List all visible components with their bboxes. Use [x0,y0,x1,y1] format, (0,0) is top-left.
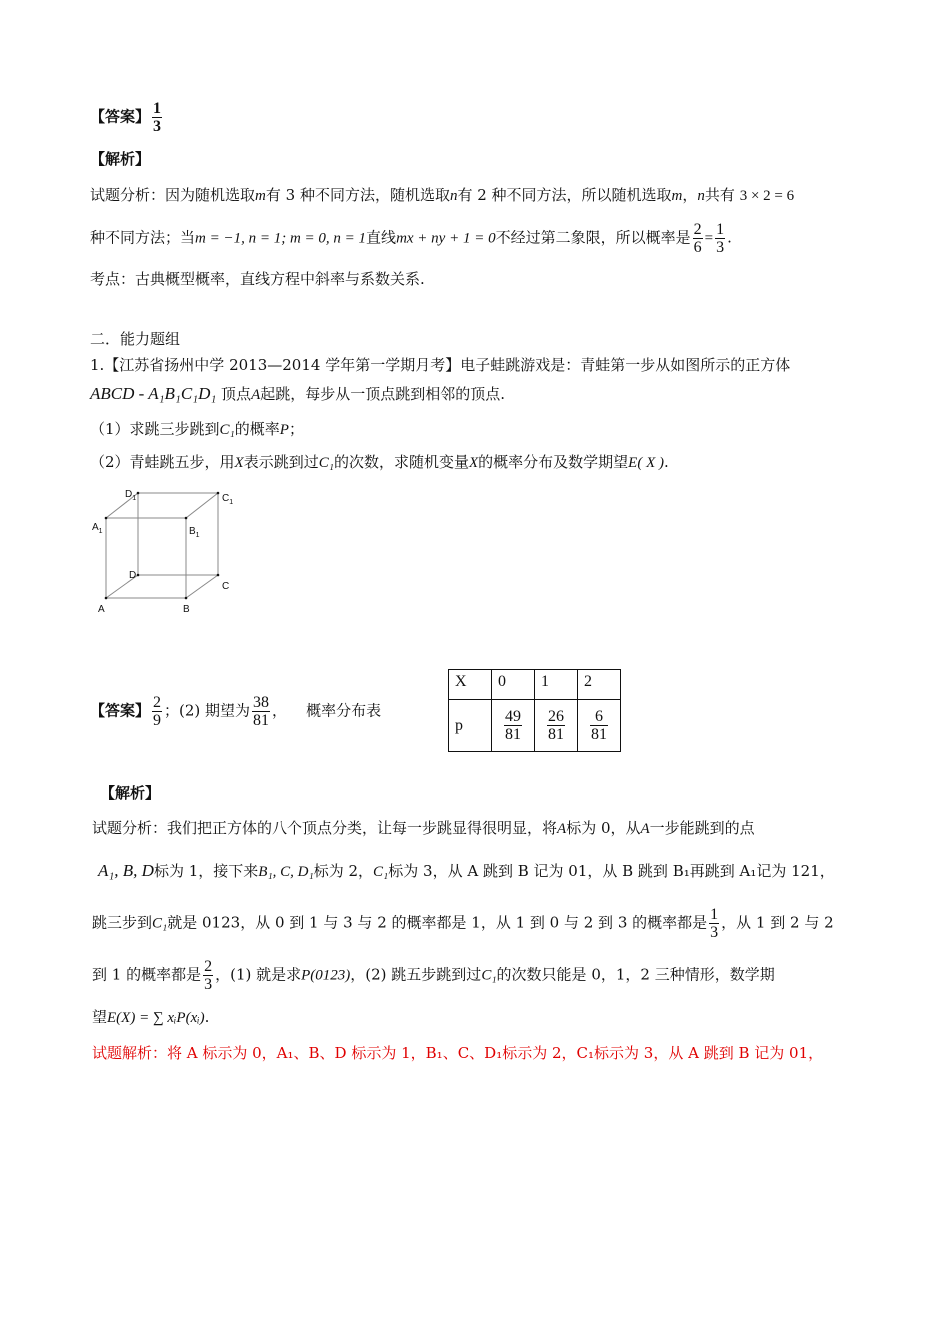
answer-2: 【答案】 $\frac{2}{9}$ ；(2) 期望为 $\frac{38}{81}$ ， 概率分布表 [90,694,382,729]
question-1-part-1: （1）求跳三步跳到C₁的概率P； [90,420,304,438]
table-cell: 2 [578,670,621,700]
cube-figure [88,485,248,620]
analysis-1-line-2: 种不同方法；当m = −1, n = 1; m = 0, n = 1直线mx + ny + 1 = 0不经过第二象限，所以概率是 $\frac{2}{6}$ = $\frac{1}{3}$ . [90,221,732,256]
analysis-1-line-1: 试题分析：因为随机选取m有 3 种不同方法，随机选取n有 2 种不同方法，所以随机选取m，n共有 3 × 2 = 6 [90,186,795,204]
cube-label-c: C [222,581,230,592]
answer-1 [90,100,164,135]
table-cell: $\frac{49}{81}$ [492,700,535,752]
cube-label-a: A [98,604,105,615]
red-explanation-line: 试题解析：将 A 标示为 0，A₁、B、D 标示为 1，B₁、C、D₁标示为 2，C₁标示为 3，从 A 跳到 B 记为 01， [92,1044,824,1062]
table-cell: 1 [535,670,578,700]
table-row [449,670,621,700]
cube-label-b1: $B_1$ [189,526,200,539]
table-cell: $\frac{26}{81}$ [535,700,578,752]
table-cell: $\frac{6}{81}$ [578,700,621,752]
analysis-2-line-1: 试题分析：我们把正方体的八个顶点分类，让每一步跳显得很明显，将A标为 0，从A一步能跳到的点 [92,819,755,837]
analysis-2-label: 【解析】 [100,784,161,802]
section-2-title: 二．能力题组 [90,330,181,348]
analysis-2-line-5: 望E(X) = ∑ xᵢP(xᵢ). [92,1008,210,1026]
distribution-table [448,669,621,752]
cube-label-d1: $D_1$ [125,489,137,502]
question-1-part-2: （2）青蛙跳五步，用X表示跳到过C₁的次数，求随机变量X的概率分布及数学期望E( X ). [90,453,669,471]
table-cell: X [449,670,492,700]
question-1-line-1: 1.【江苏省扬州中学 2013—2014 学年第一学期月考】电子蛙跳游戏是：青蛙第一步从如图所示的正方体 [90,356,791,374]
analysis-1-label: 【解析】 [90,150,151,168]
cube-label-d: D [129,570,137,581]
question-1-line-2: ABCD - A₁B₁C₁D₁ 顶点A起跳，每步从一顶点跳到相邻的顶点. [90,384,506,403]
table-cell: 0 [492,670,535,700]
cube-label-a1: $A_1$ [92,522,103,535]
kaodian-line: 考点：古典概型概率，直线方程中斜率与系数关系. [90,270,425,288]
cube-label-c1: $C_1$ [222,493,234,506]
analysis-2-line-4: 到 1 的概率都是 $\frac{2}{3}$ ，(1) 就是求P(0123)，(2) 跳五步跳到过C₁的次数只能是 0，1，2 三种情形，数学期 [92,958,775,993]
table-cell: p [449,700,492,752]
analysis-2-line-2: A₁, B, D标为 1，接下来B₁, C, D₁标为 2，C₁标为 3，从 A 跳到 B 记为 01，从 B 跳到 B₁再跳到 A₁记为 121， [98,861,835,880]
table-row [449,700,621,752]
analysis-2-line-3: 跳三步到C₁就是 0123，从 0 到 1 与 3 与 2 的概率都是 1，从 1 到 0 与 2 到 3 的概率都是 $\frac{1}{3}$ ，从 1 到 2 与 2 [92,906,834,941]
answer-label: 【答案】 [90,107,151,126]
cube-label-b: B [183,604,190,615]
answer-fraction: $\frac{1}{3}$ [153,100,162,135]
